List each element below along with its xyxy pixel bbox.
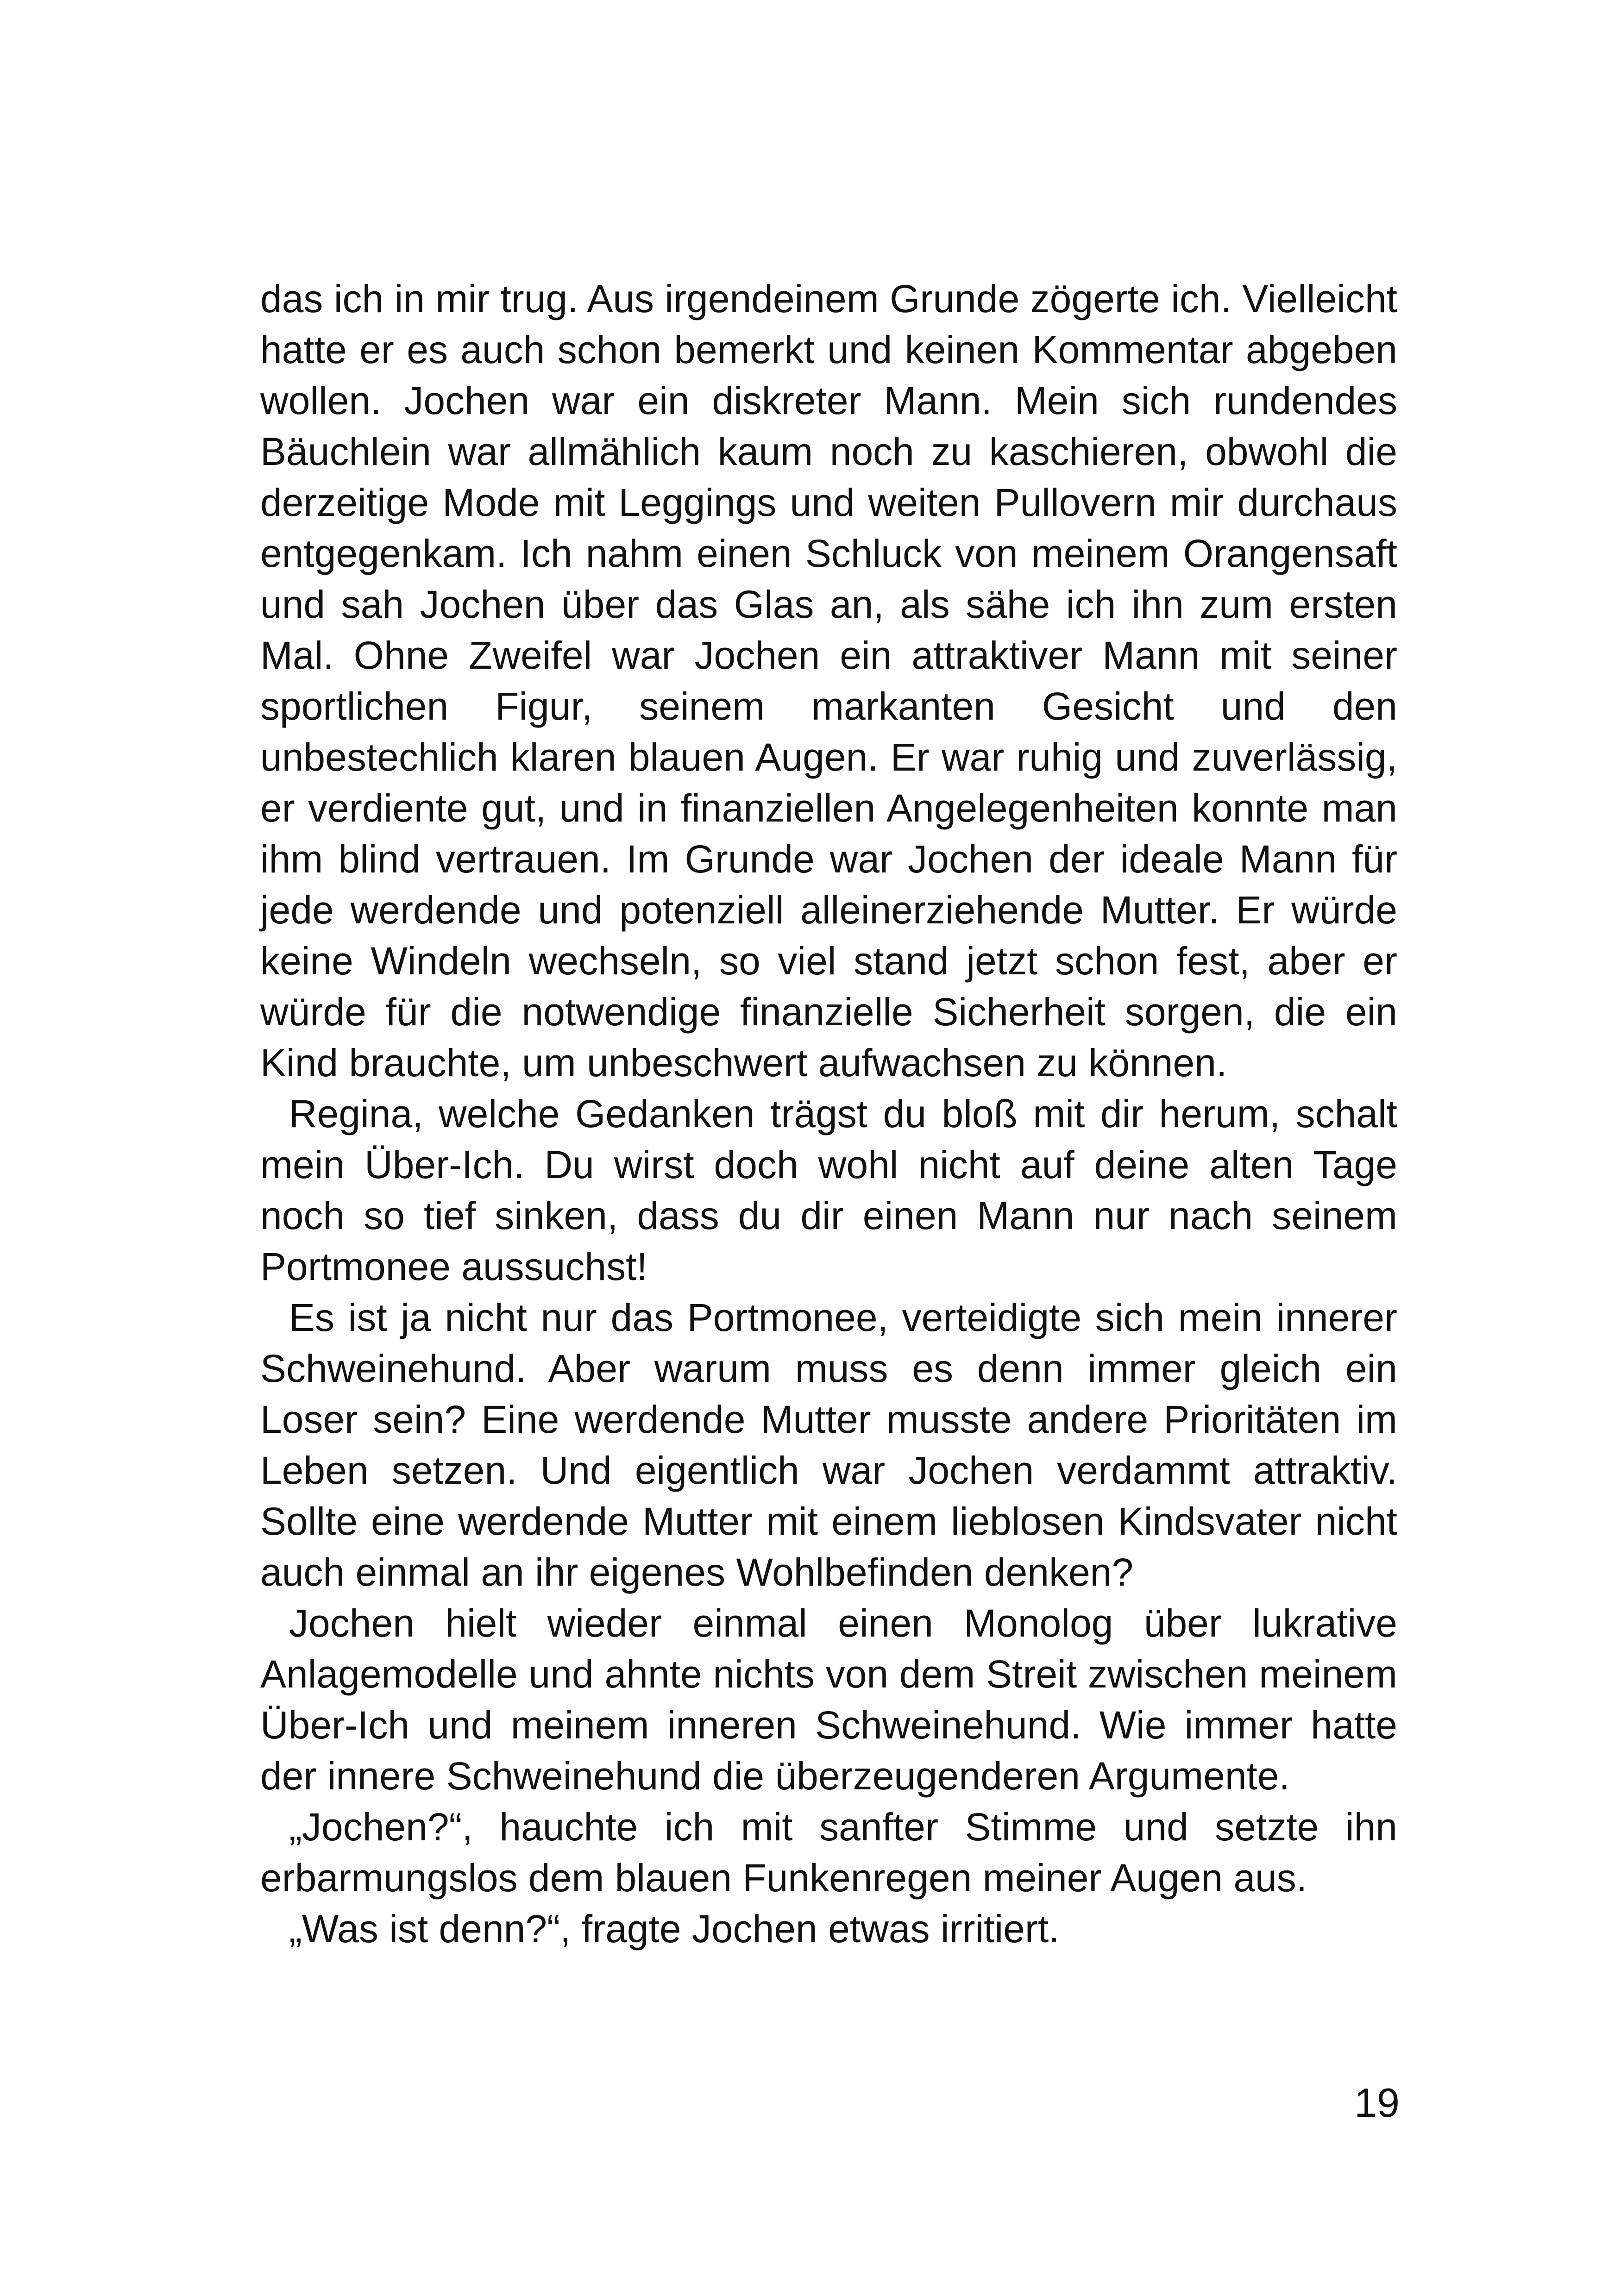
page-number: 19	[1354, 2080, 1400, 2126]
body-text	[260, 273, 1397, 1954]
paragraph: das ich in mir trug. Aus irgendeinem Grunde zögerte ich. Vielleicht hatte er es auch schon bemerkt und keinen Kommentar abgeben wollen. Jochen war ein diskreter Mann. Mein sich rundendes Bäuchlein war allmählich kaum noch zu kaschieren, obwohl die derzeitige Mode mit Leggings und weiten Pullovern mir durchaus entgegenkam. Ich nahm einen Schluck von meinem Orangensaft und sah Jochen über das Glas an, als sähe ich ihn zum ersten Mal. Ohne Zweifel war Jochen ein attraktiver Mann mit seiner sportlichen Figur, seinem markanten Gesicht und den unbestechlich klaren blauen Augen. Er war ruhig und zuverlässig, er verdiente gut, und in finanziellen Angelegenheiten konnte man ihm blind vertrauen. Im Grunde war Jochen der ideale Mann für jede werdende und potenziell alleinerziehende Mutter. Er würde keine Windeln wechseln, so viel stand jetzt schon fest, aber er würde für die notwendige finanzielle Sicherheit sorgen, die ein Kind brauchte, um unbeschwert aufwachsen zu können.	[260, 277, 1397, 1085]
paragraph: Jochen hielt wieder einmal einen Monolog über lukrative Anlagemodelle und ahnte nichts von dem Streit zwischen meinem Über-Ich und meinem inneren Schweinehund. Wie immer hatte der innere Schweinehund die überzeugenderen Argumente.	[260, 1601, 1397, 1798]
paragraph: Es ist ja nicht nur das Portmonee, verteidigte sich mein innerer Schweinehund. Aber warum muss es denn immer gleich ein Loser sein? Eine werdende Mutter musste andere Prioritäten im Leben setzen. Und eigentlich war Jochen verdammt attraktiv. Sollte eine werdende Mutter mit einem lieblosen Kindsvater nicht auch einmal an ihr eigenes Wohlbefinden denken?	[260, 1296, 1397, 1594]
paragraph: „Was ist denn?“, fragte Jochen etwas irritiert.	[289, 1907, 1060, 1951]
paragraph: Regina, welche Gedanken trägst du bloß mit dir herum, schalt mein Über-Ich. Du wirst doch wohl nicht auf deine alten Tage noch so tief sinken, dass du dir einen Mann nur nach seinem Portmonee aussuchst!	[260, 1092, 1397, 1288]
paragraph: „Jochen?“, hauchte ich mit sanfter Stimme und setzte ihn erbarmungslos dem blauen Funkenregen meiner Augen aus.	[260, 1805, 1397, 1900]
